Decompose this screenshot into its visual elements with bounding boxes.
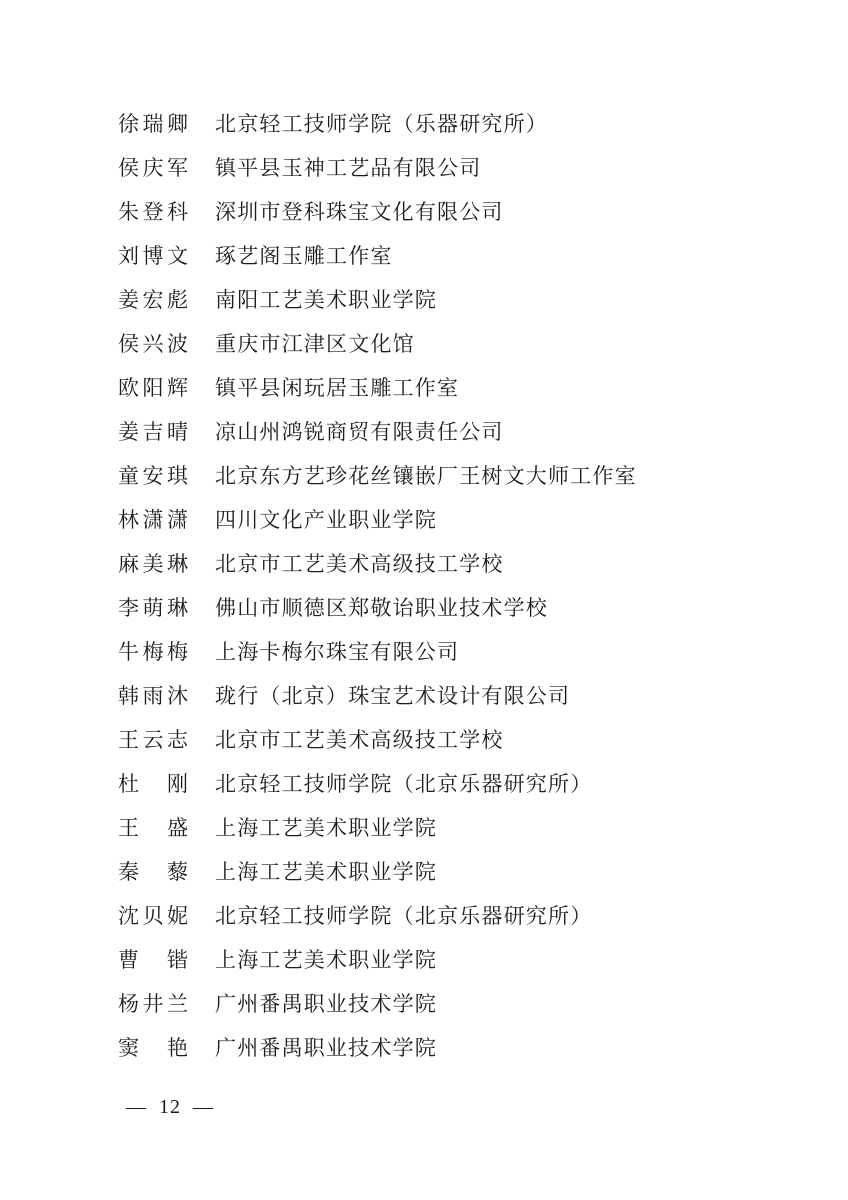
roster-row xyxy=(118,101,637,145)
person-name: 童安琪 xyxy=(118,464,192,488)
person-name: 王 盛 xyxy=(118,816,192,840)
person-name: 杜 刚 xyxy=(118,772,192,796)
person-name: 窦 艳 xyxy=(118,1036,192,1060)
person-name: 李萌琳 xyxy=(118,596,192,620)
organization-name: 凉山州鸿锐商贸有限责任公司 xyxy=(215,420,504,444)
person-name: 姜吉晴 xyxy=(118,420,192,444)
organization-name: 广州番禺职业技术学院 xyxy=(215,1036,437,1060)
person-name: 侯兴波 xyxy=(118,332,192,356)
organization-name: 北京东方艺珍花丝镶嵌厂王树文大师工作室 xyxy=(215,464,637,488)
person-name: 牛梅梅 xyxy=(118,640,192,664)
roster-row xyxy=(118,761,637,805)
roster-row xyxy=(118,673,637,717)
person-name: 韩雨沐 xyxy=(118,684,192,708)
person-name: 秦 藜 xyxy=(118,860,192,884)
organization-name: 北京市工艺美术高级技工学校 xyxy=(215,728,504,752)
organization-name: 北京轻工技师学院（乐器研究所） xyxy=(215,112,548,136)
roster-row xyxy=(118,409,637,453)
organization-name: 深圳市登科珠宝文化有限公司 xyxy=(215,200,504,224)
organization-name: 重庆市江津区文化馆 xyxy=(215,332,415,356)
organization-name: 上海工艺美术职业学院 xyxy=(215,948,437,972)
person-name: 杨井兰 xyxy=(118,992,192,1016)
roster-row xyxy=(118,893,637,937)
organization-name: 北京轻工技师学院（北京乐器研究所） xyxy=(215,772,593,796)
person-name: 刘博文 xyxy=(118,244,192,268)
roster-row xyxy=(118,1025,637,1069)
roster-row xyxy=(118,189,637,233)
person-name: 朱登科 xyxy=(118,200,192,224)
organization-name: 上海工艺美术职业学院 xyxy=(215,816,437,840)
roster-row xyxy=(118,233,637,277)
roster-row xyxy=(118,981,637,1025)
person-name: 王云志 xyxy=(118,728,192,752)
organization-name: 琢艺阁玉雕工作室 xyxy=(215,244,393,268)
person-name: 麻美琳 xyxy=(118,552,192,576)
roster-row xyxy=(118,585,637,629)
roster-row xyxy=(118,145,637,189)
organization-name: 南阳工艺美术职业学院 xyxy=(215,288,437,312)
organization-name: 四川文化产业职业学院 xyxy=(215,508,437,532)
name-organization-list xyxy=(118,101,637,1069)
organization-name: 北京市工艺美术高级技工学校 xyxy=(215,552,504,576)
roster-row xyxy=(118,805,637,849)
roster-row xyxy=(118,365,637,409)
organization-name: 广州番禺职业技术学院 xyxy=(215,992,437,1016)
page-number: — 12 — xyxy=(126,1096,214,1118)
organization-name: 镇平县玉神工艺品有限公司 xyxy=(215,156,482,180)
person-name: 欧阳辉 xyxy=(118,376,192,400)
person-name: 侯庆军 xyxy=(118,156,192,180)
organization-name: 镇平县闲玩居玉雕工作室 xyxy=(215,376,460,400)
person-name: 曹 锴 xyxy=(118,948,192,972)
person-name: 林潇潇 xyxy=(118,508,192,532)
roster-row xyxy=(118,937,637,981)
roster-row xyxy=(118,321,637,365)
person-name: 姜宏彪 xyxy=(118,288,192,312)
roster-row xyxy=(118,453,637,497)
roster-row xyxy=(118,849,637,893)
roster-row xyxy=(118,629,637,673)
roster-row xyxy=(118,541,637,585)
person-name: 徐瑞卿 xyxy=(118,112,192,136)
organization-name: 上海卡梅尔珠宝有限公司 xyxy=(215,640,460,664)
organization-name: 佛山市顺德区郑敬诒职业技术学校 xyxy=(215,596,548,620)
organization-name: 珑行（北京）珠宝艺术设计有限公司 xyxy=(215,684,571,708)
roster-row xyxy=(118,497,637,541)
organization-name: 北京轻工技师学院（北京乐器研究所） xyxy=(215,904,593,928)
roster-row xyxy=(118,717,637,761)
person-name: 沈贝妮 xyxy=(118,904,192,928)
organization-name: 上海工艺美术职业学院 xyxy=(215,860,437,884)
roster-row xyxy=(118,277,637,321)
